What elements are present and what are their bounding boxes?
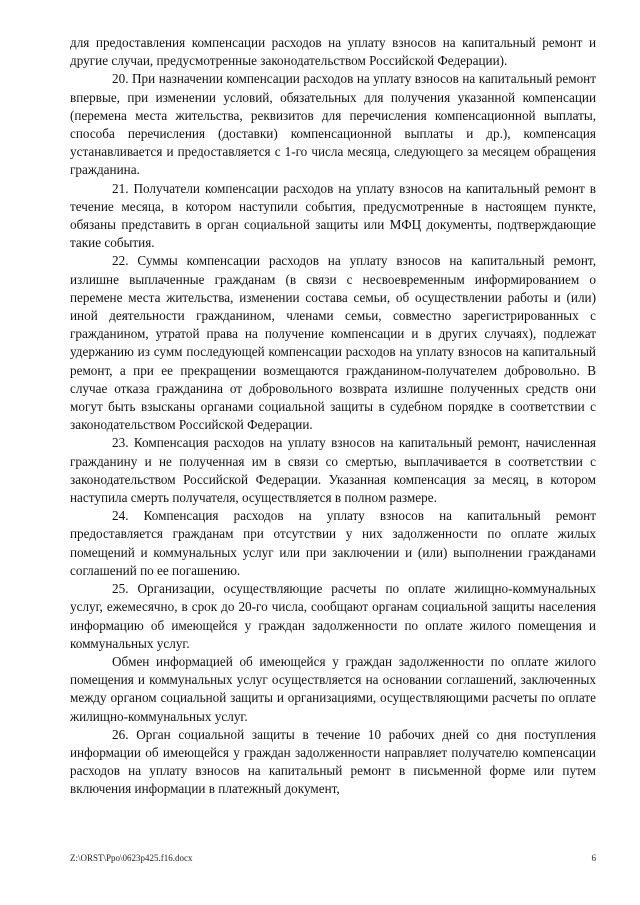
paragraph-25: 25. Организации, осуществляющие расчеты по оплате жилищно-коммунальных услуг, ежемесячно, в срок до 20-го числа, сообщают органам социальной защиты населения информацию об имеющейся у граждан задолженности по оплате жилого помещения и коммунальных услуг.	[70, 581, 596, 651]
page-number: 6	[591, 853, 596, 863]
paragraph-26: 26. Орган социальной защиты в течение 10 рабочих дней со дня поступления информации об имеющейся у граждан задолженности направляет получателю компенсации расходов на уплату взносов на капитальный ремонт в письменной форме или путем включения информации в платежный документ,	[70, 726, 596, 797]
paragraph-25-exchange: Обмен информацией об имеющейся у граждан задолженности по оплате жилого помещения и коммунальных услуг осуществляется на основании соглашений, заключенных между органом социальной защиты и организациями, осуществляющими расчеты по оплате жилищно-коммунальных услуг.	[70, 653, 596, 724]
paragraph-24: 24. Компенсация расходов на уплату взносов на капитальный ремонт предоставляется гражданам при отсутствии у них задолженности по оплате жилых помещений и коммунальных услуг или при заключении и (или) выполнении гражданами соглашений по ее погашению.	[70, 508, 596, 578]
file-path: Z:\ORST\Ppo\0623p425.f16.docx	[70, 853, 193, 863]
page-footer	[70, 853, 596, 864]
document-body	[70, 34, 596, 799]
paragraph-22: 22. Суммы компенсации расходов на уплату взносов на капитальный ремонт, излишне выплаченные гражданам (в связи с несвоевременным информированием о перемене места жительства, изменении состава семьи, об осуществлении работы и (или) иной деятельности гражданином, членами семьи, совместно зарегистрированных с гражданином, утратой права на получение компенсации и в других случаях), подлежат удержанию из сумм последующей компенсации расходов на уплату взносов на капитальный ремонт, а при ее прекращении возмещаются гражданином-получателем добровольно. В случае отказа гражданина от добровольного возврата излишне полученных средств они могут быть взысканы органами социальной защиты в судебном порядке в соответствии с законодательством Российской Федерации.	[70, 253, 596, 433]
paragraph-21: 21. Получатели компенсации расходов на уплату взносов на капитальный ремонт в течение месяца, в котором наступили события, предусмотренные в настоящем пункте, обязаны представить в орган социальной защиты или МФЦ документы, подтверждающие такие события.	[70, 180, 596, 251]
paragraph-23: 23. Компенсация расходов на уплату взносов на капитальный ремонт, начисленная гражданину и не полученная им в связи со смертью, выплачивается в соответствии с законодательством Российской Федерации. Указанная компенсация за месяц, в котором наступила смерть получателя, осуществляется в полном размере.	[70, 435, 596, 506]
paragraph-20: 20. При назначении компенсации расходов на уплату взносов на капитальный ремонт впервые, при изменении условий, обязательных для получения указанной компенсации (перемена места жительства, реквизитов для перечисления компенсационной выплаты, способа перечисления (доставки) компенсационной выплаты и др.), компенсация устанавливается и предоставляется с 1-го числа месяца, следующего за месяцем обращения гражданина.	[70, 71, 596, 178]
paragraph-continuation: для предоставления компенсации расходов на уплату взносов на капитальный ремонт и другие случаи, предусмотренные законодательством Российской Федерации).	[70, 35, 596, 69]
